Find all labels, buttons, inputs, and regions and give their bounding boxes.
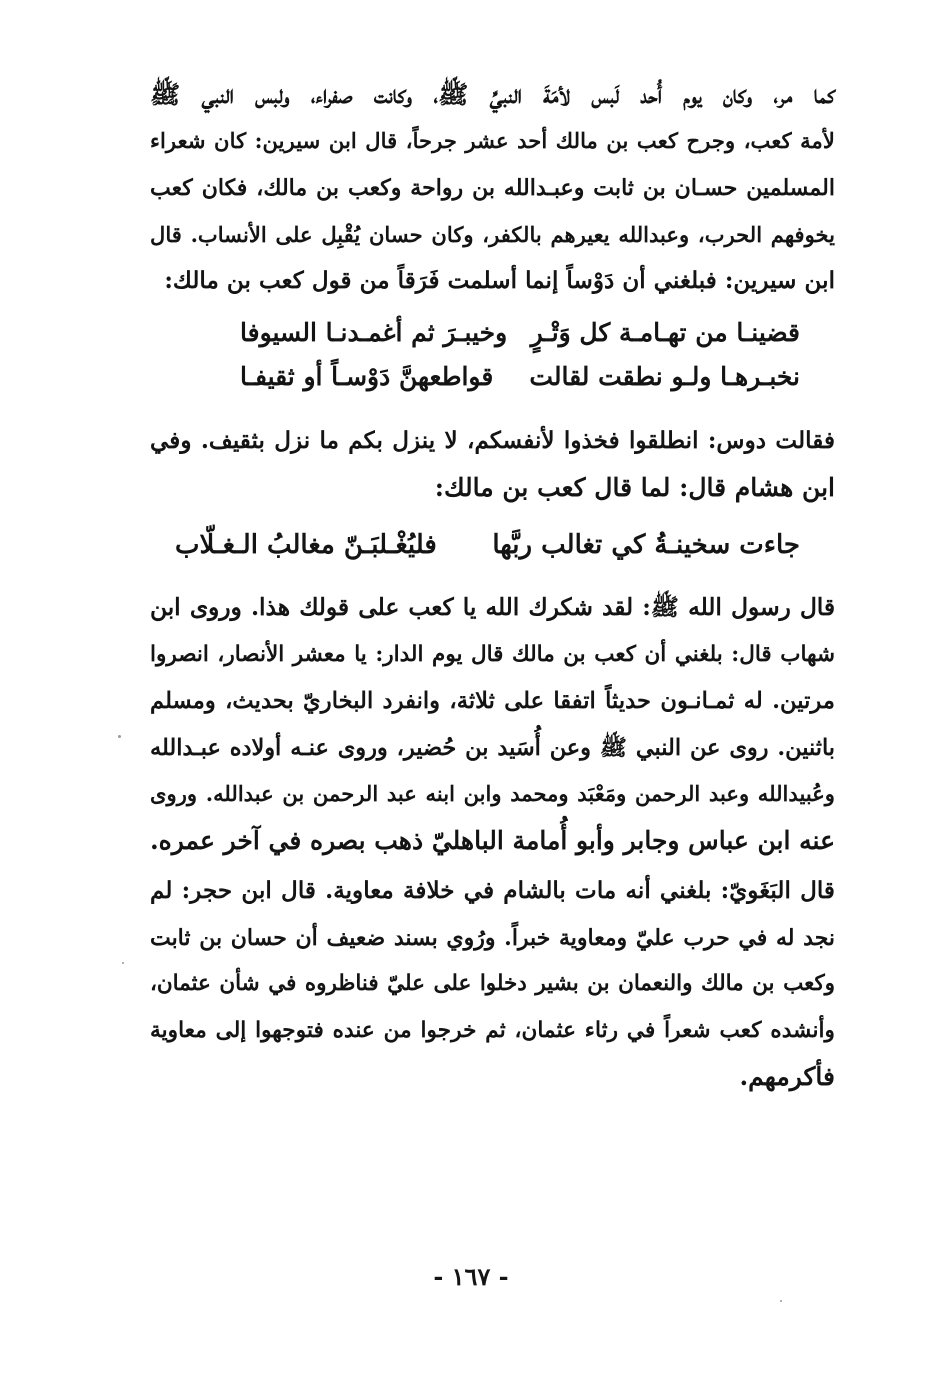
text-line: ابن هشام قال: لما قال كعب بن مالك: bbox=[434, 472, 835, 502]
scan-speck bbox=[780, 1300, 782, 1302]
text-line: مرتين. له ثمـانـون حديثاً اتفقا على ثلاثة، وانفرد البخاريّ بحديث، ومسلم bbox=[150, 688, 835, 714]
text-line: لأمة كعب، وجرح كعب بن مالك أحد عشر جرحاً، قال ابن سيرين: كان شعراء bbox=[150, 128, 835, 154]
paragraph-1 bbox=[150, 72, 835, 305]
verse-second-hemistich: قواطعهنَّ دَوْسـاً أو ثقيفـا bbox=[240, 362, 494, 391]
poem-verse-1 bbox=[200, 312, 800, 354]
text-line: شهاب قال: بلغني أن كعب بن مالك قال يوم الدار: يا معشر الأنصار، انصروا bbox=[150, 641, 835, 667]
verse-first-hemistich: نخبـرهـا ولـو نطقت لقالت bbox=[529, 362, 800, 391]
text-line: قال البَغَويّ: بلغني أنه مات بالشام في خلافة معاوية. قال ابن حجر: لم bbox=[150, 877, 835, 904]
paragraph-3 bbox=[150, 585, 835, 864]
text-line: وكعب بن مالك والنعمان بن بشير دخلوا على عليّ فناظروه في شأن عثمان، bbox=[150, 971, 835, 996]
text-line: نجد له في حرب عليّ ومعاوية خبراً. ورُوي بسند ضعيف أن حسان بن ثابت bbox=[150, 924, 835, 951]
text-line: عنه ابن عباس وجابر وأبو أُمامة الباهليّ ذهب بصره في آخر عمره. bbox=[149, 825, 835, 855]
text-line: فأكرمهم. bbox=[739, 1062, 835, 1091]
text-line: قال رسول الله ﷺ: لقد شكرك الله يا كعب على قولك هذا. وروى ابن bbox=[150, 594, 835, 621]
text-line: ابن سيرين: فبلغني أن دَوْساً إنما أسلمت فَرَقاً من قول كعب بن مالك: bbox=[164, 267, 835, 294]
verse-first-hemistich: جاءت سخينـةُ كي تغالب ربَّها bbox=[492, 530, 800, 560]
paragraph-4 bbox=[150, 868, 835, 1101]
page-number: - ١٦٧ - bbox=[433, 1262, 509, 1291]
paragraph-2 bbox=[150, 418, 835, 511]
text-line: يخوفهم الحرب، وعبدالله يعيرهم بالكفر، وكان حسان يُقْبِل على الأنساب. قال bbox=[150, 221, 835, 247]
text-line: باثنين. روى عن النبي ﷺ وعن أُسَيد بن حُضير، وروى عنـه أولاده عبـدالله bbox=[150, 734, 835, 761]
text-line: كما مر، وكان يوم أُحد لَبس لأمَةَ النبيِّ ﷺ، وكانت صفراء، ولبس النبي ﷺ bbox=[150, 80, 835, 109]
text-line: وأنشده كعب شعراً في رثاء عثمان، ثم خرجوا من عنده فتوجهوا إلى معاوية bbox=[150, 1017, 835, 1043]
poem-verse-2 bbox=[200, 356, 800, 398]
verse-first-hemistich: قضينـا من تهـامـة كل وَتْـرٍ bbox=[530, 318, 800, 347]
poem-verse-3 bbox=[150, 524, 800, 570]
text-line: وعُبيدالله وعبد الرحمن ومَعْبَد ومحمد وابن ابنه عبد الرحمن بن عبدالله. وروى bbox=[150, 781, 835, 806]
scan-speck bbox=[118, 735, 121, 738]
verse-second-hemistich: فليُغْـلبَـنّ مغالبُ الـغـلّاب bbox=[175, 530, 437, 560]
verse-second-hemistich: وخيبـرَ ثم أغمـدنـا السيوفا bbox=[240, 318, 508, 347]
text-line: المسلمين حسـان بن ثابت وعبـدالله بن رواحة وكعب بن مالك، فكان كعب bbox=[150, 175, 835, 201]
text-line: فقالت دوس: انطلقوا فخذوا لأنفسكم، لا ينزل بكم ما نزل بثقيف. وفي bbox=[150, 427, 835, 454]
scan-speck bbox=[122, 962, 124, 964]
